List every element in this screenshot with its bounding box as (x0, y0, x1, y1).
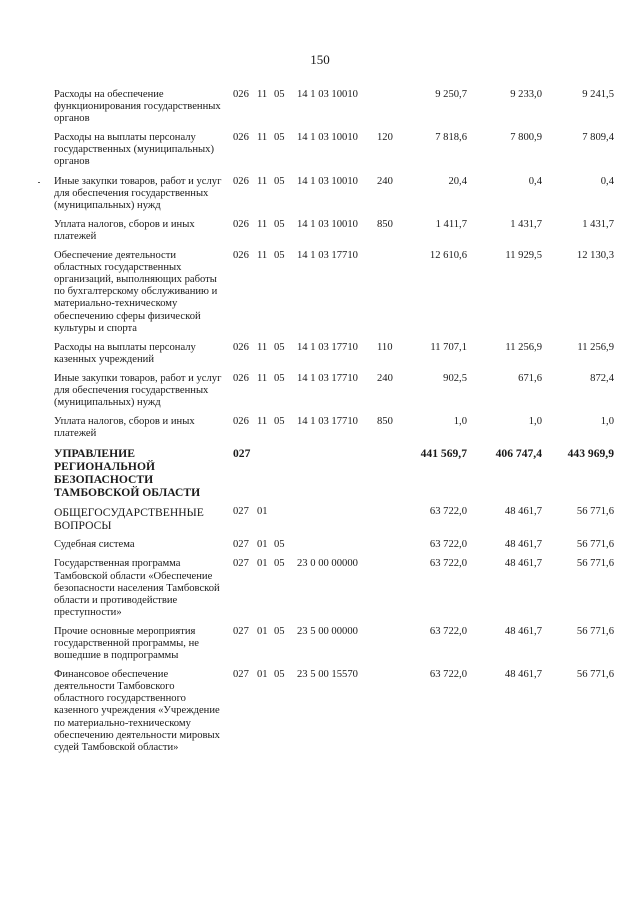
table-row (0, 506, 640, 532)
target-article-code: 14 1 03 10010 (297, 175, 358, 187)
row-name: ОБЩЕГОСУДАРСТВЕННЫЕ ВОПРОСЫ (54, 506, 204, 533)
subsection-code: 05 (274, 625, 285, 637)
section-code: 01 (257, 558, 268, 570)
subsection-code: 05 (274, 175, 285, 187)
amount-year-1: 63 722,0 (429, 625, 467, 637)
row-name: Обеспечение деятельности областных государственных организаций, выполняющих работы по бухгалтерскому обслуживанию и материально-техническому обеспечению сферы физической культуры и спорта (54, 250, 218, 334)
amount-year-1: 1 411,7 (435, 218, 467, 230)
row-name: Прочие основные мероприятия государственной программы, не вошедшие в подпрограммы (54, 625, 199, 662)
section-code: 11 (257, 372, 268, 384)
row-name: УПРАВЛЕНИЕ РЕГИОНАЛЬНОЙ БЕЗОПАСНОСТИ ТАМБОВСКОЙ ОБЛАСТИ (54, 447, 201, 500)
expense-type-code: 110 (377, 341, 393, 353)
amount-year-2: 406 747,4 (495, 447, 542, 461)
amount-year-3: 56 771,6 (576, 506, 614, 518)
table-row (0, 416, 640, 440)
amount-year-1: 63 722,0 (429, 558, 467, 570)
row-name: Иные закупки товаров, работ и услуг для обеспечения государственных (муниципальных) нужд (54, 372, 222, 409)
amount-year-3: 7 809,4 (582, 132, 614, 144)
row-name: Уплата налогов, сборов и иных платежей (54, 218, 195, 242)
subsection-code: 05 (274, 416, 285, 428)
org-code: 026 (233, 175, 249, 187)
amount-year-2: 48 461,7 (504, 539, 542, 551)
org-code: 027 (233, 669, 249, 681)
section-code: 01 (257, 625, 268, 637)
row-name: Финансовое обеспечение деятельности Тамбовского областного государственного казенного учреждения «Учреждение по материально-техническому обеспечению деятельности мировых судей Тамбовской области» (54, 669, 220, 753)
amount-year-1: 63 722,0 (429, 506, 467, 518)
section-code: 11 (257, 218, 268, 230)
amount-year-1: 7 818,6 (435, 132, 467, 144)
table-row (0, 447, 640, 499)
table-row (0, 250, 640, 335)
target-article-code: 14 1 03 17710 (297, 250, 358, 262)
target-article-code: 14 1 03 10010 (297, 132, 358, 144)
target-article-code: 14 1 03 17710 (297, 372, 358, 384)
subsection-code: 05 (274, 250, 285, 262)
amount-year-1: 441 569,7 (420, 447, 467, 461)
scan-mark (38, 182, 40, 183)
row-name: Уплата налогов, сборов и иных платежей (54, 416, 195, 440)
table-row (0, 219, 640, 243)
org-code: 026 (233, 250, 249, 262)
amount-year-1: 20,4 (448, 175, 467, 187)
section-code: 01 (257, 669, 268, 681)
table-row (0, 626, 640, 662)
amount-year-2: 48 461,7 (504, 625, 542, 637)
table-row (0, 373, 640, 409)
amount-year-1: 63 722,0 (429, 539, 467, 551)
subsection-code: 05 (274, 539, 285, 551)
section-code: 11 (257, 250, 268, 262)
target-article-code: 23 0 00 00000 (297, 558, 358, 570)
amount-year-1: 11 707,1 (430, 341, 467, 353)
org-code: 026 (233, 218, 249, 230)
table-row (0, 89, 640, 125)
subsection-code: 05 (274, 669, 285, 681)
amount-year-1: 12 610,6 (429, 250, 467, 262)
row-name: Судебная система (54, 539, 135, 551)
target-article-code: 14 1 03 17710 (297, 416, 358, 428)
org-code: 027 (233, 558, 249, 570)
expense-type-code: 120 (377, 132, 393, 144)
org-code: 026 (233, 372, 249, 384)
subsection-code: 05 (274, 341, 285, 353)
subsection-code: 05 (274, 218, 285, 230)
target-article-code: 23 5 00 00000 (297, 625, 358, 637)
row-name: Расходы на выплаты персоналу казенных учреждений (54, 341, 196, 365)
amount-year-3: 56 771,6 (576, 558, 614, 570)
org-code: 026 (233, 341, 249, 353)
table-row (0, 342, 640, 366)
org-code: 027 (233, 539, 249, 551)
amount-year-3: 1 431,7 (582, 218, 614, 230)
expense-type-code: 850 (377, 416, 393, 428)
expense-type-code: 850 (377, 218, 393, 230)
amount-year-3: 0,4 (600, 175, 614, 187)
table-row (0, 176, 640, 212)
amount-year-2: 7 800,9 (510, 132, 542, 144)
row-name: Государственная программа Тамбовской области «Обеспечение безопасности населения Тамбовской области и противодействие преступности» (54, 558, 220, 618)
section-code: 01 (257, 539, 268, 551)
amount-year-2: 11 929,5 (505, 250, 542, 262)
amount-year-3: 12 130,3 (576, 250, 614, 262)
section-code: 11 (257, 175, 268, 187)
table-row (0, 669, 640, 754)
subsection-code: 05 (274, 558, 285, 570)
amount-year-2: 48 461,7 (504, 558, 542, 570)
amount-year-3: 872,4 (590, 372, 614, 384)
target-article-code: 14 1 03 10010 (297, 218, 358, 230)
amount-year-2: 11 256,9 (505, 341, 542, 353)
amount-year-1: 63 722,0 (429, 669, 467, 681)
row-name: Расходы на обеспечение функционирования государственных органов (54, 89, 221, 125)
org-code: 027 (233, 447, 251, 461)
section-code: 01 (257, 506, 268, 518)
amount-year-1: 902,5 (443, 372, 467, 384)
expense-type-code: 240 (377, 372, 393, 384)
amount-year-3: 443 969,9 (567, 447, 614, 461)
org-code: 026 (233, 89, 249, 100)
budget-table (0, 89, 640, 761)
page-number: 150 (310, 52, 330, 67)
org-code: 026 (233, 416, 249, 428)
amount-year-1: 1,0 (453, 416, 467, 428)
section-code: 11 (257, 132, 268, 144)
org-code: 027 (233, 625, 249, 637)
section-code: 11 (257, 416, 268, 428)
amount-year-3: 1,0 (600, 416, 614, 428)
amount-year-2: 671,6 (518, 372, 542, 384)
amount-year-2: 9 233,0 (510, 89, 542, 100)
target-article-code: 14 1 03 10010 (297, 89, 358, 100)
amount-year-2: 1,0 (528, 416, 542, 428)
org-code: 027 (233, 506, 249, 518)
amount-year-2: 48 461,7 (504, 669, 542, 681)
org-code: 026 (233, 132, 249, 144)
subsection-code: 05 (274, 132, 285, 144)
amount-year-2: 0,4 (528, 175, 542, 187)
amount-year-2: 1 431,7 (510, 218, 542, 230)
row-name: Иные закупки товаров, работ и услуг для обеспечения государственных (муниципальных) нужд (54, 175, 222, 211)
row-name: Расходы на выплаты персоналу государственных (муниципальных) органов (54, 132, 214, 168)
amount-year-3: 56 771,6 (576, 539, 614, 551)
amount-year-3: 9 241,5 (582, 89, 614, 100)
table-row (0, 539, 640, 551)
amount-year-3: 56 771,6 (576, 669, 614, 681)
table-row (0, 558, 640, 618)
subsection-code: 05 (274, 89, 285, 100)
target-article-code: 23 5 00 15570 (297, 669, 358, 681)
subsection-code: 05 (274, 372, 285, 384)
amount-year-2: 48 461,7 (504, 506, 542, 518)
amount-year-1: 9 250,7 (435, 89, 467, 100)
section-code: 11 (257, 89, 268, 100)
section-code: 11 (257, 341, 268, 353)
target-article-code: 14 1 03 17710 (297, 341, 358, 353)
table-row (0, 132, 640, 168)
amount-year-3: 56 771,6 (576, 625, 614, 637)
amount-year-3: 11 256,9 (577, 341, 614, 353)
expense-type-code: 240 (377, 175, 393, 187)
